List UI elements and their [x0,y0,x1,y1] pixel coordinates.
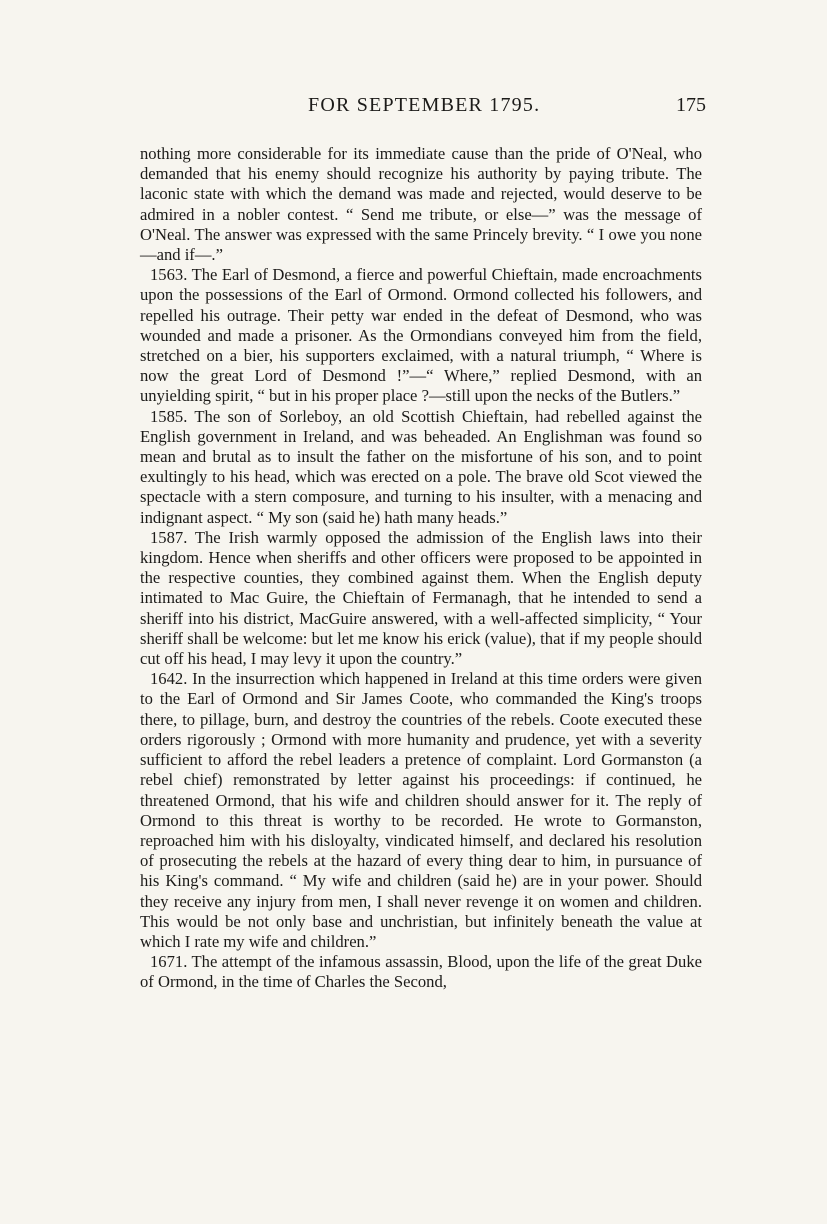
paragraph-text: The attempt of the infamous assassin, Blood, upon the life of the great Duke of Ormond, in the time of Charles the Second, [140,952,702,992]
paragraph-text: The Earl of Desmond, a fierce and powerful Chieftain, made encroachments upon the possessions of the Earl of Ormond. Ormond collected his followers, and repelled his outrage. Their petty war ended in the defeat of Desmond, who was wounded and made a prisoner. As the Ormondians conveyed him from the field, stretched on a bier, his supporters exclaimed, with a natural triumph, “ Where is now the great Lord of Desmond !”—“ Where,” replied Desmond, with an unyielding spirit, “ but in his proper place ?—still upon the necks of the Butlers.” [140,265,702,406]
paragraph-text: nothing more considerable for its immediate cause than the pride of O'Neal, who demanded that his enemy should recognize his authority by paying tribute. The laconic state with which the demand was made and rejected, would deserve to be admired in a nobler contest. “ Send me tribute, or else—” was the message of O'Neal. The answer was expressed with the same Princely brevity. “ I owe you none—and if—.” [140,144,702,265]
paragraph-year: 1642. [150,669,188,689]
paragraph-1587 [140,528,702,669]
page-number: 175 [676,94,706,116]
paragraph-text: The son of Sorleboy, an old Scottish Chieftain, had rebelled against the English government in Ireland, and was beheaded. An Englishman was found so mean and brutal as to insult the father on the misfortune of his son, and to point exultingly to his head, which was erected on a pole. The brave old Scot viewed the spectacle with a stern composure, and turning to his insulter, with a menacing and indignant aspect. “ My son (said he) hath many heads.” [140,406,702,527]
paragraph-text: In the insurrection which happened in Ireland at this time orders were given to the Earl of Ormond and Sir James Coote, who commanded the King's troops there, to pillage, burn, and destroy the countries of the rebels. Coote executed these orders rigorously ; Ormond with more humanity and prudence, yet with a severity sufficient to afford the rebel leaders a pretence of complaint. Lord Gormanston (a rebel chief) remonstrated by letter against his proceedings: if continued, he threatened Ormond, that his wife and children should answer for it. The reply of Ormond to this threat is worthy to be recorded. He wrote to Gormanston, reproached him with his disloyalty, vindicated himself, and declared his resolution of prosecuting the rebels at the hazard of every thing dear to him, in pursuance of his King's command. “ My wife and children (said he) are in your power. Should they receive any injury from men, I shall never revenge it on women and children. This would be not only base and unchristian, but infinitely beneath the value at which I rate my wife and children.” [140,669,702,951]
paragraph-1563 [140,265,702,406]
running-title: FOR SEPTEMBER 1795. [308,94,541,116]
body-text [140,144,702,993]
paragraph-year: 1587. [150,527,188,547]
paragraph-1671 [140,952,702,992]
running-head [140,94,706,122]
paragraph-1642 [140,669,702,952]
paragraph-continued [140,144,702,265]
paragraph-year: 1671. [150,952,188,972]
paragraph-text: The Irish warmly opposed the admission of the English laws into their kingdom. Hence when sheriffs and other officers were proposed to be appointed in the respective counties, they combined against them. When the English deputy intimated to Mac Guire, the Chieftain of Fermanagh, that he intended to send a sheriff into his district, MacGuire answered, with a well-affected simplicity, “ Your sheriff shall be welcome: but let me know his erick (value), that if my people should cut off his head, I may levy it upon the country.” [140,527,702,669]
paragraph-year: 1563. [150,265,188,285]
paragraph-1585 [140,407,702,528]
paragraph-year: 1585. [150,406,188,426]
